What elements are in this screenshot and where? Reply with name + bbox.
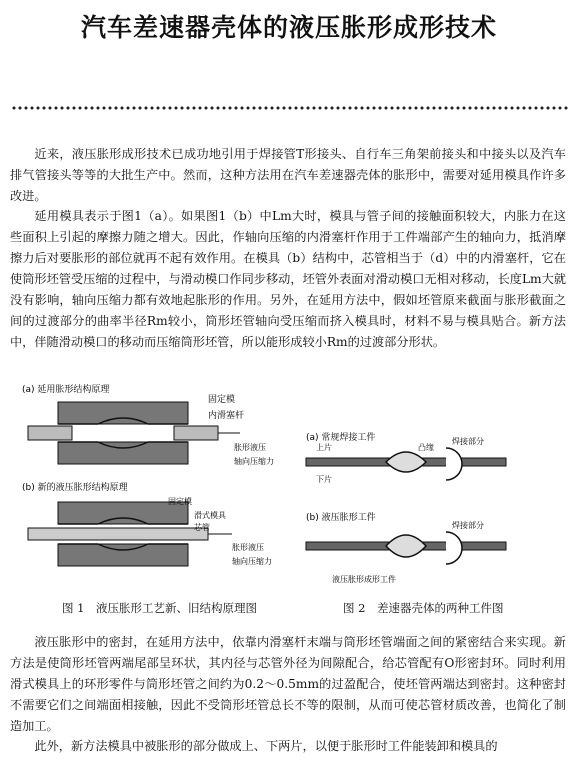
fig1-label-bulge-fluid: 胀形液压 (234, 443, 266, 452)
fig2-label-b: (b) 液压胀形工件 (306, 513, 376, 523)
dotted-rule (10, 104, 568, 112)
figure-1 (18, 378, 294, 590)
fig1-label-fixed-mold2: 固定模 (168, 497, 192, 506)
fig2-label-upper: 上片 (316, 443, 332, 452)
fig1-label-axial-force: 轴向压缩力 (234, 457, 274, 466)
paragraph-4: 此外，新方法模具中被胀形的部分做成上、下两片，以便于胀形时工件能装卸和模具的 (34, 739, 498, 753)
fig1-label-bulge-fluid-b: 胀形液压 (232, 543, 264, 552)
fig2-label-weld: 焊接部分 (452, 437, 484, 446)
fig2-label-bottom: 液压胀形成形工件 (332, 575, 396, 584)
fig2-label-weld2: 焊接部分 (452, 521, 484, 530)
fig2-label-lower: 下片 (316, 475, 332, 484)
fig1-label-b: (b) 新的液压胀形结构原理 (22, 483, 128, 493)
figure-2-drawing (302, 378, 564, 590)
fig1-label-sliding-mold: 滑式模具 (194, 511, 226, 520)
fig1-label-core-tube: 芯管 (194, 523, 210, 532)
fig1-label-axial-force-b: 轴向压缩力 (232, 557, 272, 566)
figure-1-caption: 图 1 液压胀形工艺新、旧结构原理图 (62, 601, 257, 615)
fig1-label-fixed-die: 固定模 (208, 395, 236, 405)
fig1-label-a: (a) 延用胀形结构原理 (22, 385, 110, 395)
figure-2 (302, 378, 564, 590)
fig2b-part (306, 532, 506, 564)
paragraph-2: 延用模具表示于图1（a）。如果图1（b）中Lm大时，模具与管子间的接触面积较大，内胀力在这些面积上引起的摩擦力随之增大。因此，作轴向压缩的内滑塞杆作用于工件端部产生的轴向力，抵消摩擦力后对要胀形的部位就再不起有效作用。在模具（b）结构中，芯管相当于（d）中的内滑塞杆，它在使筒形坯管受压缩的过程中，与滑动模口作同步移动，坯管外表面对滑动模口无相对移动，长度Lm大就没有影响，轴向压缩力都有效地起胀形的作用。另外，在延用方法中，假如坯管原来截面与胀形截面之间的过渡部分的曲率半径Rm较小，筒形坯管轴向受压缩而挤入模具时，材料不易与模具贴合。新方法中，伴随滑动模口的移动而压缩筒形坯管，所以能形成较小Rm的过渡部分形状。 (10, 209, 566, 349)
fig2-label-flange: 凸缘 (418, 443, 434, 452)
figure-2-caption: 图 2 差速器壳体的两种工件图 (343, 601, 504, 615)
paragraph-1: 近来，液压胀形成形技术已成功地引用于焊接管T形接头、自行车三角架前接头和中接头以及汽车排气管接头等等的大批生产中。然而，这种方法用在汽车差速器壳体的胀形中，需要对延用模具作许多改进。 (10, 147, 566, 203)
fig2a-part (306, 448, 506, 480)
fig2-label-a: (a) 常规焊接工件 (306, 433, 376, 443)
paragraph-3: 液压胀形中的密封，在延用方法中，依靠内滑塞杆末端与筒形坯管端面之间的紧密结合来实现。新方法是使筒形坯管两端尾部呈环状，其内径与芯管外径为间隙配合，给芯管配有O形密封环。同时利用滑式模具上的环形零件与筒形坯管之间约为0.2～0.5mm的过盈配合，使坯管两端达到密封。这种密封不需要它们之间端面相接触，因此不受筒形坯管总长不等的限制，从而可使芯管材质改善，也简化了制造加工。 (10, 635, 566, 733)
article-title: 汽车差速器壳体的液压胀形成形技术 (80, 13, 497, 42)
figure-1-drawing (18, 378, 294, 590)
fig1-label-inner-plunger: 内滑塞杆 (208, 411, 245, 421)
